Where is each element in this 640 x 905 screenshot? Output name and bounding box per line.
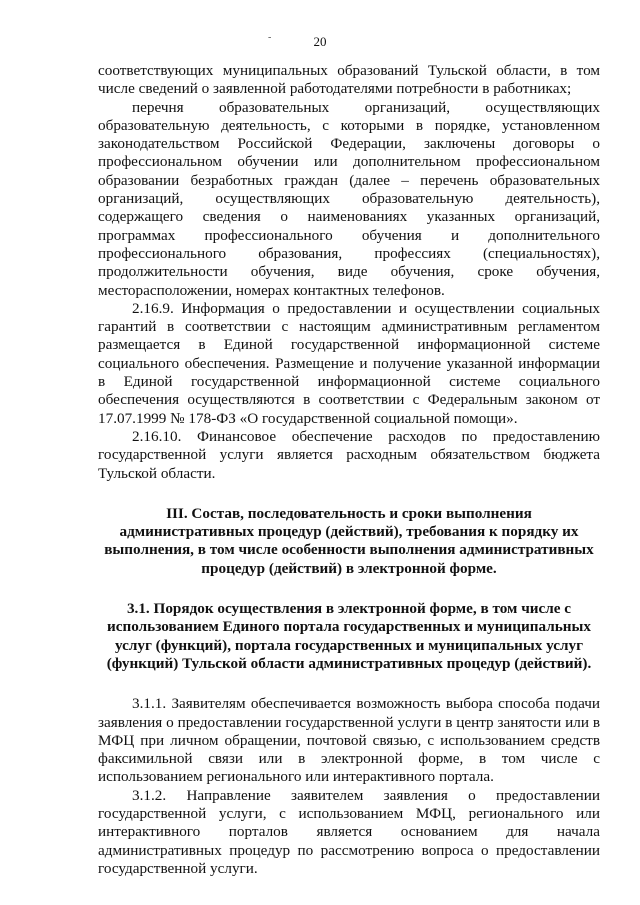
paragraph-3-1-1: 3.1.1. Заявителям обеспечивается возможность выбора способа подачи заявления о предоставлении государственной услуги в центр занятости или в МФЦ при личном обращении, почтовой связью, с использованием средств факсимильной связи или в электронной форме, в том числе с использованием регионального или интерактивного портала. — [98, 695, 600, 786]
scan-mark: - — [268, 32, 272, 43]
paragraph-3-1-2: 3.1.2. Направление заявителем заявления о предоставлении государственной услуги, с использованием МФЦ, регионального или интерактивного порталов является основанием для начала административных процедур по рассмотрению вопроса о предоставлении государственной услуги. — [98, 786, 600, 877]
page-number: 20 — [313, 34, 327, 49]
paragraph-2-16-10: 2.16.10. Финансовое обеспечение расходов по предоставлению государственной услуги является расходным обязательством бюджета Тульской области. — [98, 427, 600, 482]
paragraph-1: соответствующих муниципальных образований Тульской области, в том числе сведений о заявленной работодателями потребности в работниках; — [98, 62, 600, 98]
paragraph-2: перечня образовательных организаций, осуществляющих образовательную деятельность, с которыми в порядке, установленном законодательством Российской Федерации, заключены договоры о профессиональном обучении или дополнительном профессиональном образовании безработных граждан (далее – перечень образовательных организаций, осуществляющих образовательную деятельность), содержащего сведения о наименованиях указанных организаций, программах профессионального обучения и дополнительного профессионального образования, профессиях (специальностях), продолжительности обучения, виде обучения, сроке обучения, месторасположении, номерах контактных телефонов. — [98, 98, 600, 299]
paragraph-2-16-9: 2.16.9. Информация о предоставлении и осуществлении социальных гарантий в соответствии с настоящим административным регламентом размещается в Единой государственной информационной системе социального обеспечения. Размещение и получение указанной информации в Единой государственной информационной системе социального обеспечения осуществляются в соответствии с Федеральным законом от 17.07.1999 № 178-ФЗ «О государственной социальной помощи». — [98, 299, 600, 427]
section-heading-iii: III. Состав, последовательность и сроки выполнения административных процедур (действий), требования к порядку их выполнения, в том числе особенности выполнения административных процедур (действий) в электронной форме. — [104, 504, 594, 577]
subsection-heading-3-1: 3.1. Порядок осуществления в электронной форме, в том числе с использованием Единого портала государственных и муниципальных услуг (функций), портала государственных и муниципальных услуг (функций) Тульской области административных процедур (действий). — [106, 600, 592, 672]
document-body — [98, 62, 600, 878]
